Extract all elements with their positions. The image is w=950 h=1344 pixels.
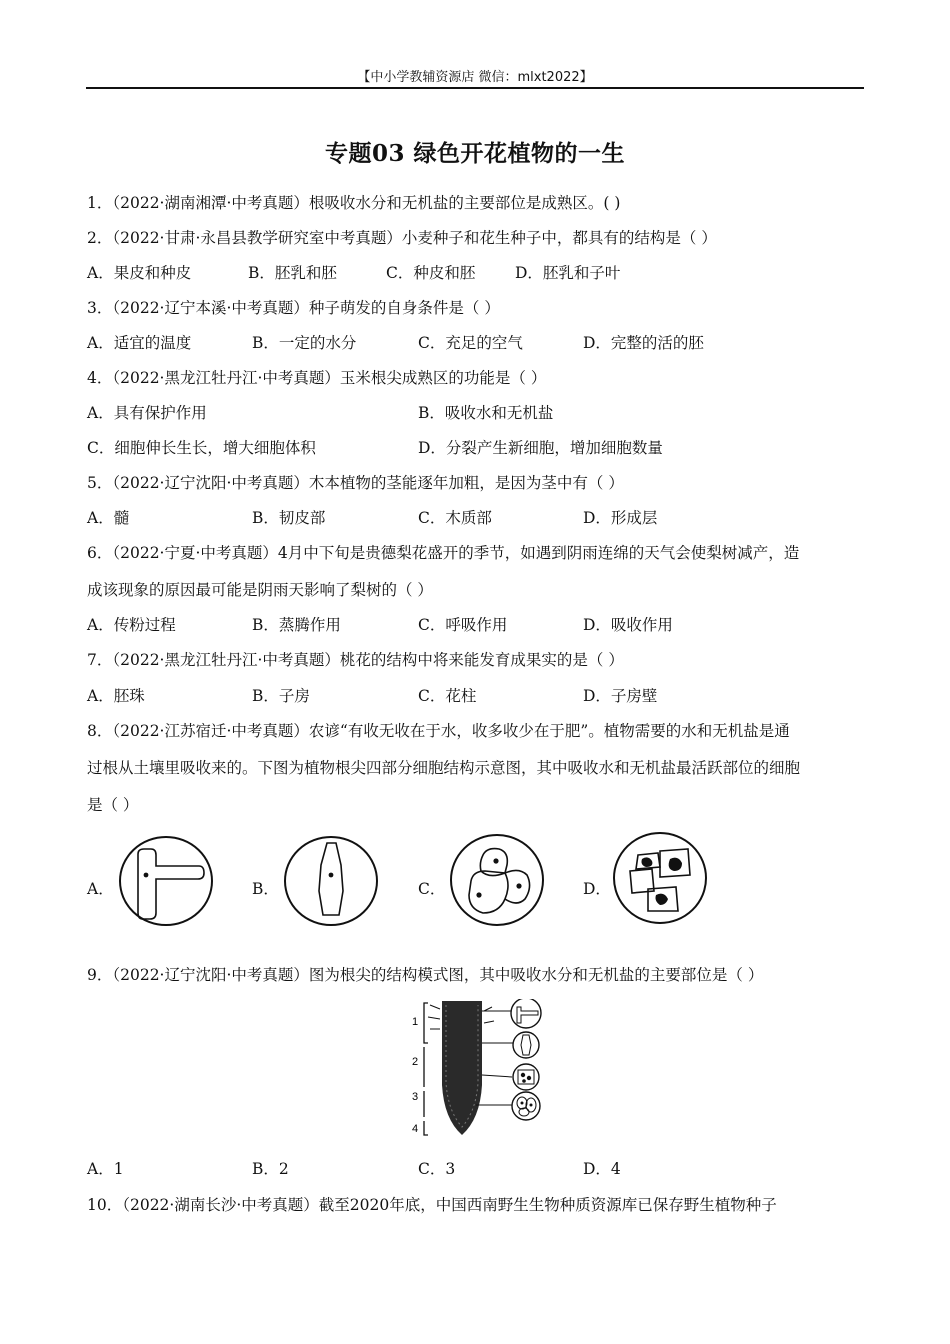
- question-4: 4．（2022·黑龙江牡丹江·中考真题）玉米根尖成熟区的功能是（ ）: [87, 369, 547, 387]
- question-7: 7．（2022·黑龙江牡丹江·中考真题）桃花的结构中将来能发育成果实的是（ ）: [87, 651, 624, 669]
- question-6-line-1: 6．（2022·宁夏·中考真题）4月中下旬是贵德梨花盛开的季节，如遇到阴雨连绵的天气会使梨树减产，造: [87, 544, 800, 562]
- question-9: 9．（2022·辽宁沈阳·中考真题）图为根尖的结构模式图，其中吸收水分和无机盐的主要部位是（ ）: [87, 966, 764, 984]
- q5-option-d: D．形成层: [583, 509, 658, 527]
- q8-option-c: C．: [418, 880, 446, 898]
- q9-option-c: C．3: [418, 1160, 456, 1178]
- q7-option-d: D．子房壁: [583, 687, 658, 705]
- q8-option-a: A．: [87, 880, 114, 898]
- q2-option-d: D．胚乳和子叶: [515, 264, 621, 282]
- q6-option-c: C．呼吸作用: [418, 616, 508, 634]
- header-divider: [86, 87, 864, 89]
- q3-option-c: C．充足的空气: [418, 334, 523, 352]
- q6-option-d: D．吸收作用: [583, 616, 673, 634]
- q6-option-b: B．蒸腾作用: [252, 616, 341, 634]
- q8-cell-a-figure: [118, 835, 214, 927]
- root-label-1: 1: [412, 1016, 419, 1028]
- q9-option-a: A．1: [87, 1160, 124, 1178]
- question-2: 2．（2022·甘肃·永昌县教学研究室中考真题）小麦种子和花生种子中，都具有的结构是（ ）: [87, 229, 717, 247]
- question-8-line-3: 是（ ）: [87, 796, 139, 814]
- question-5: 5．（2022·辽宁沈阳·中考真题）木本植物的茎能逐年加粗，是因为茎中有（ ）: [87, 474, 624, 492]
- q4-option-c: C．细胞伸长生长，增大细胞体积: [87, 439, 316, 457]
- root-label-3: 3: [412, 1091, 419, 1103]
- q9-option-b: B．2: [252, 1160, 289, 1178]
- question-3: 3．（2022·辽宁本溪·中考真题）种子萌发的自身条件是（ ）: [87, 299, 500, 317]
- q5-option-a: A．髓: [87, 509, 130, 527]
- q9-option-d: D．4: [583, 1160, 621, 1178]
- q3-option-a: A．适宜的温度: [87, 334, 192, 352]
- q5-option-c: C．木质部: [418, 509, 492, 527]
- q5-option-b: B．韧皮部: [252, 509, 326, 527]
- root-label-4: 4: [412, 1123, 419, 1135]
- page-header: 【中小学教辅资源店 微信：mlxt2022】: [357, 70, 593, 85]
- q2-option-b: B．胚乳和胚: [248, 264, 337, 282]
- question-6-line-2: 成该现象的原因最可能是阴雨天影响了梨树的（ ）: [87, 581, 433, 599]
- q4-option-b: B．吸收水和无机盐: [418, 404, 554, 422]
- q7-option-b: B．子房: [252, 687, 310, 705]
- q2-option-c: C．种皮和胚: [386, 264, 476, 282]
- question-1: 1．（2022·湖南湘潭·中考真题）根吸收水分和无机盐的主要部位是成熟区。( ): [87, 194, 621, 212]
- q8-cell-b-figure: [283, 835, 379, 927]
- q9-root-tip-figure: [406, 999, 554, 1141]
- q2-option-a: A．果皮和种皮: [87, 264, 192, 282]
- q7-option-c: C．花柱: [418, 687, 477, 705]
- q8-option-d: D．: [583, 880, 611, 898]
- question-8-line-1: 8．（2022·江苏宿迁·中考真题）农谚“有收无收在于水，收多收少在于肥”。植物需要的水和无机盐是通: [87, 722, 790, 740]
- q7-option-a: A．胚珠: [87, 687, 145, 705]
- q4-option-d: D．分裂产生新细胞，增加细胞数量: [418, 439, 663, 457]
- q8-cell-c-figure: [449, 833, 545, 927]
- question-10: 10．（2022·湖南长沙·中考真题）截至2020年底，中国西南野生生物种质资源库已保存野生植物种子: [87, 1196, 777, 1214]
- q3-option-d: D．完整的活的胚: [583, 334, 704, 352]
- q6-option-a: A．传粉过程: [87, 616, 176, 634]
- question-8-line-2: 过根从土壤里吸收来的。下图为植物根尖四部分细胞结构示意图，其中吸收水和无机盐最活跃部位的细胞: [87, 759, 801, 777]
- page-title: 专题03 绿色开花植物的一生: [324, 140, 625, 167]
- q8-option-b: B．: [252, 880, 279, 898]
- q8-cell-d-figure: [612, 831, 708, 925]
- q3-option-b: B．一定的水分: [252, 334, 357, 352]
- root-label-2: 2: [412, 1056, 419, 1068]
- q4-option-a: A．具有保护作用: [87, 404, 207, 422]
